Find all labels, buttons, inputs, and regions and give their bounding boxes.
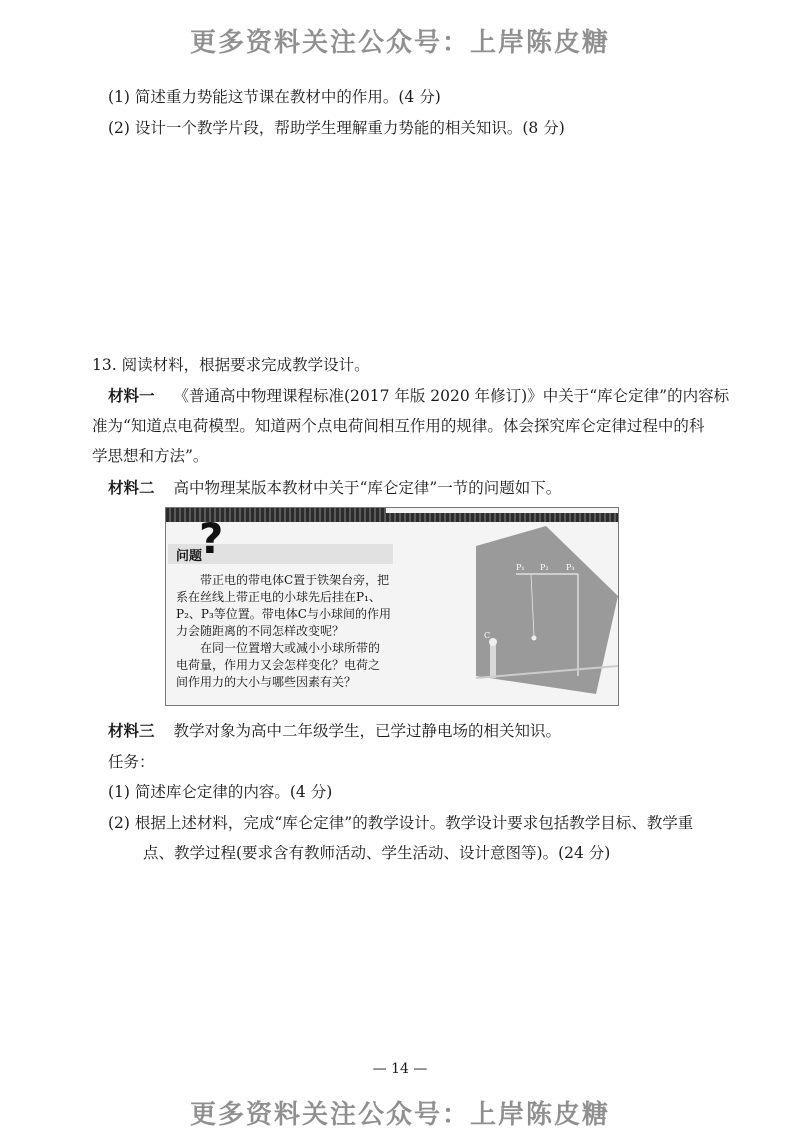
task-2-line-1: (2) 根据上述材料，完成“库仑定律”的教学设计。教学设计要求包括教学目标、教学重 [108,814,694,832]
figure-text-line-2: 系在丝线上带正电的小球先后挂在P₁、 [176,590,381,604]
material-3-line [108,721,561,741]
problem-figure [165,507,619,706]
material-3-text: 教学对象为高中二年级学生，已学过静电场的相关知识。 [173,722,561,740]
material-3-label: 材料三 [108,721,155,740]
figure-text-line-3: P₂、P₃等位置。带电体C与小球间的作用 [176,607,391,621]
question-13-heading: 13. 阅读材料，根据要求完成教学设计。 [92,356,370,374]
material-2-line [108,478,561,498]
photo-label-p1: P₁ [516,563,525,572]
task-2-line-2: 点、教学过程(要求含有教师活动、学生活动、设计意图等)。(24 分) [143,844,611,862]
watermark-top: 更多资料关注公众号：上岸陈皮糖 [189,28,610,58]
figure-label: 问题 [176,549,203,564]
page-number: — 14 — [372,1061,428,1077]
figure-text-line-5: 在同一位置增大或减小小球所带的 [200,641,381,655]
prev-task-1: (1) 简述重力势能这节课在教材中的作用。(4 分) [108,88,441,106]
photo-label-p3: P₃ [566,563,575,572]
question-mark-icon: ? [199,514,224,563]
material-1-label: 材料一 [108,386,155,405]
material-2-text: 高中物理某版本教材中关于“库仑定律”一节的问题如下。 [173,479,562,497]
photo-charged-body [489,638,497,646]
material-1-text: 《普通高中物理课程标准(2017 年版 2020 年修订)》中关于“库仑定律”的内容标 [173,387,730,405]
figure-text-line-6: 电荷量，作用力又会怎样变化？电荷之 [176,658,381,672]
figure-text-line-4: 力会随距离的不同怎样改变呢？ [176,624,345,638]
task-1: (1) 简述库仑定律的内容。(4 分) [108,783,333,801]
figure-text-line-7: 间作用力的大小与哪些因素有关？ [176,675,357,689]
material-2-label: 材料二 [108,478,155,497]
material-1-line-3: 学思想和方法”。 [92,447,209,465]
coulomb-experiment-photo [476,526,618,702]
material-1-line-2: 准为“知道点电荷模型。知道两个点电荷间相互作用的规律。体会探究库仑定律过程中的科 [92,417,705,435]
figure-text-line-1: 带正电的带电体C置于铁架台旁，把 [200,573,390,587]
tasks-label: 任务： [108,753,155,771]
photo-label-p2: P₂ [540,563,549,572]
photo-charged-body-stand [490,644,496,678]
material-1-line-1 [108,386,729,406]
prev-task-2: (2) 设计一个教学片段，帮助学生理解重力势能的相关知识。(8 分) [108,119,565,137]
photo-ball [532,636,537,641]
watermark-bottom: 更多资料关注公众号：上岸陈皮糖 [189,1100,610,1130]
photo-label-c: C [484,631,491,640]
